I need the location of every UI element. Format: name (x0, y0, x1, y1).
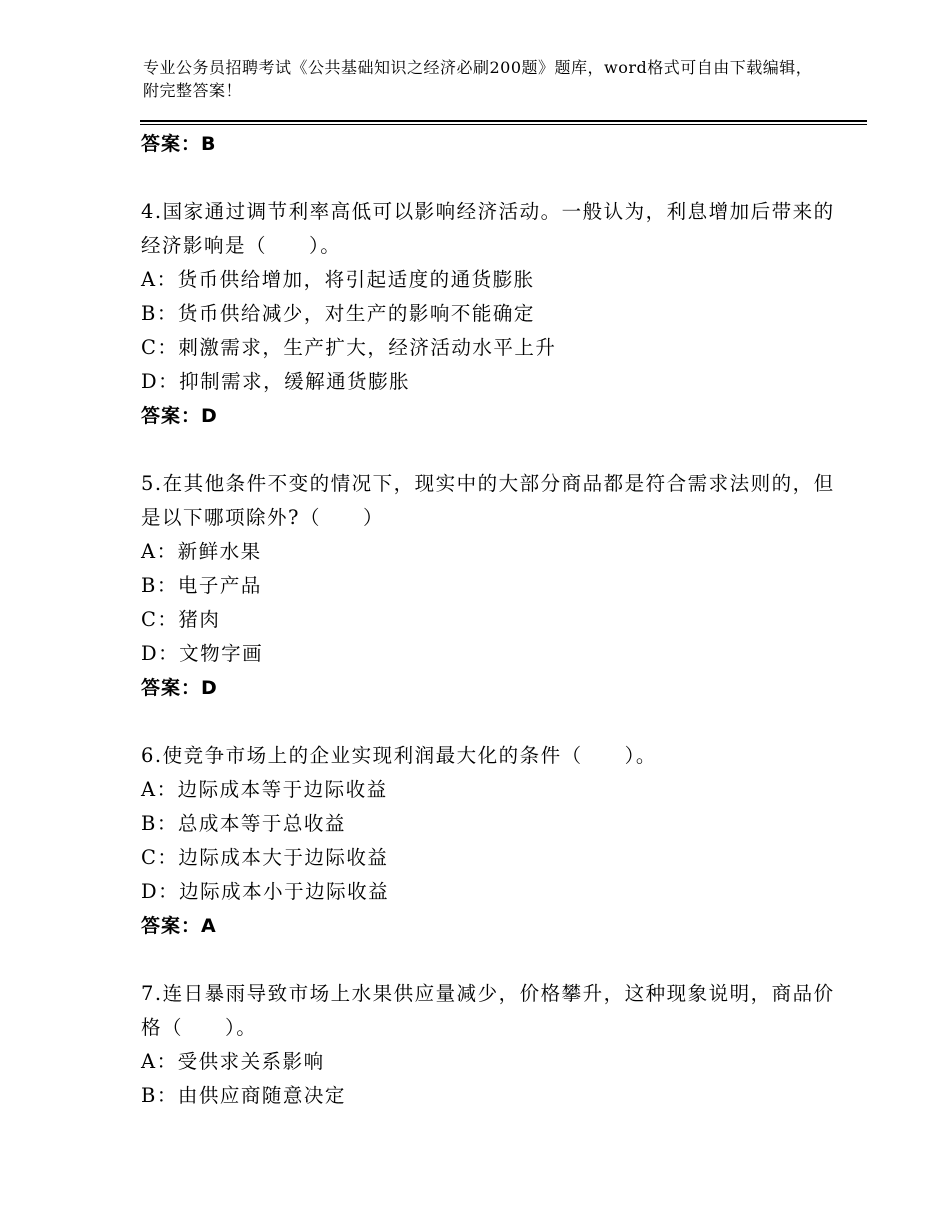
option-d: D：文物字画 (141, 642, 264, 665)
page-header: 专业公务员招聘考试《公共基础知识之经济必刷200题》题库，word格式可自由下载编辑，附完整答案！ (143, 58, 813, 100)
option-c: C：猪肉 (141, 608, 221, 631)
option-b: B：货币供给减少，对生产的影响不能确定 (141, 302, 535, 325)
answer-line: 答案：B (141, 133, 217, 155)
option-d: D：边际成本小于边际收益 (141, 880, 390, 903)
option-c: C：刺激需求，生产扩大，经济活动水平上升 (141, 336, 557, 359)
option-a: A：受供求关系影响 (141, 1050, 325, 1073)
header-divider-thin (140, 124, 867, 125)
option-a: A：边际成本等于边际收益 (141, 778, 388, 801)
question-list (141, 127, 841, 1113)
question-stem: 5.在其他条件不变的情况下，现实中的大部分商品都是符合需求法则的，但是以下哪项除外?（ ） (141, 472, 835, 529)
header-divider-thick (140, 120, 867, 122)
question-item (141, 739, 841, 943)
option-c: C：边际成本大于边际收益 (141, 846, 389, 869)
option-b: B：由供应商随意决定 (141, 1084, 346, 1107)
question-stem: 4.国家通过调节利率高低可以影响经济活动。一般认为，利息增加后带来的经济影响是（ ）。 (141, 200, 835, 257)
option-a: A：货币供给增加，将引起适度的通货膨胀 (141, 268, 535, 291)
question-item (141, 195, 841, 433)
answer-line: 答案：A (141, 915, 217, 937)
option-a: A：新鲜水果 (141, 540, 262, 563)
answer-line: 答案：D (141, 677, 218, 699)
answer-line: 答案：D (141, 405, 218, 427)
question-stem: 7.连日暴雨导致市场上水果供应量减少，价格攀升，这种现象说明，商品价格（ ）。 (141, 982, 835, 1039)
option-b: B：电子产品 (141, 574, 262, 597)
question-item (141, 467, 841, 705)
question-stem: 6.使竞争市场上的企业实现利润最大化的条件（ ）。 (141, 744, 657, 767)
question-item (141, 977, 841, 1113)
option-b: B：总成本等于总收益 (141, 812, 346, 835)
option-d: D：抑制需求，缓解通货膨胀 (141, 370, 411, 393)
